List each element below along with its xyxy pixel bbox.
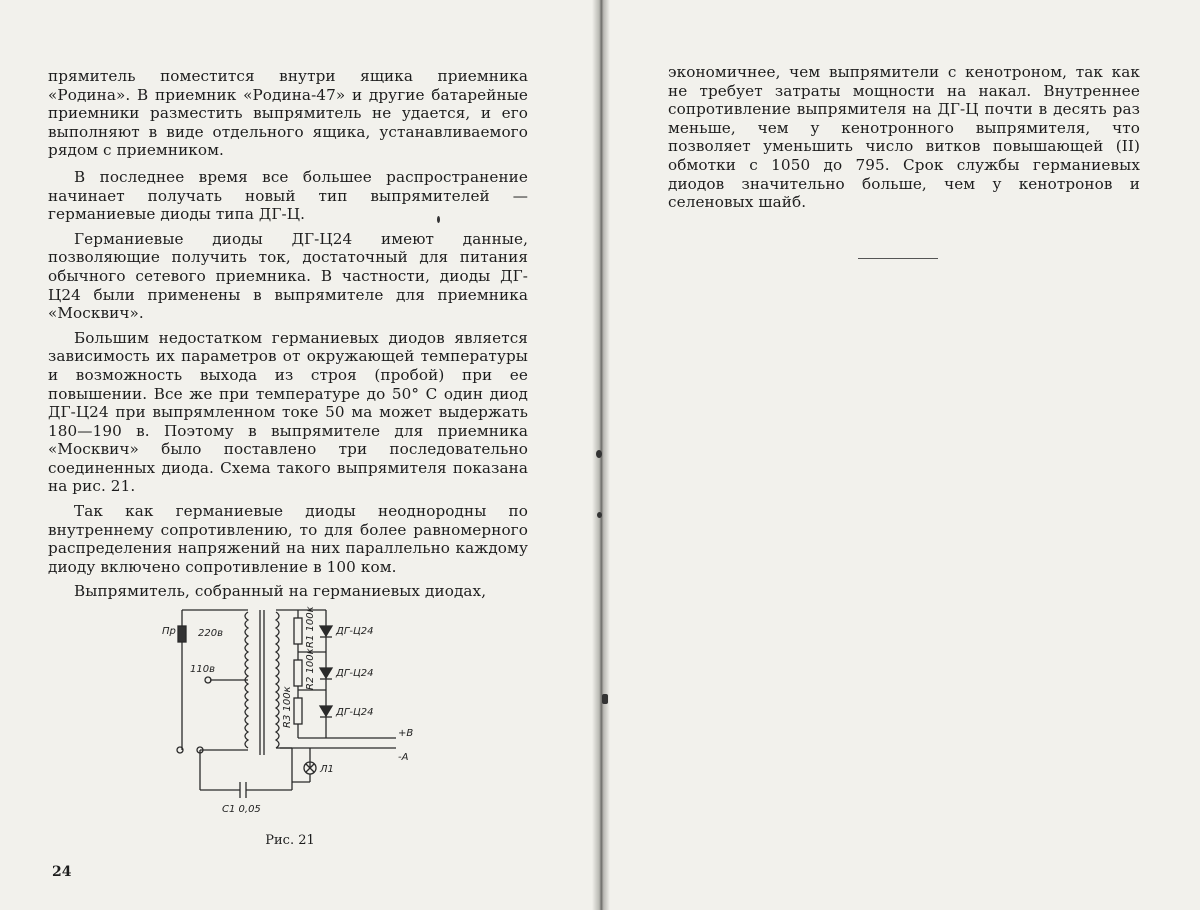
- resistor-label-1: R1 100к: [305, 606, 316, 648]
- diode-label-3: ДГ-Ц24: [336, 707, 374, 718]
- diode-label-2: ДГ-Ц24: [336, 668, 374, 679]
- paragraph: Большим недостатком германиевых диодов является зависимость их параметров от окружающей температуры и возможность выхода из строя (пробой) при ее повышении. Все же при температуре до 50° С один диод ДГ-Ц24 при выпрямленном токе 50 ма может выдержать 180—190 в. Поэтому в выпрямителе для приемника «Москвич» было поставлено три последовательно соединенных диода. Схема такого выпрямителя показана на рис. 21.: [48, 328, 528, 496]
- scan-speck: [596, 450, 602, 458]
- section-separator: [858, 258, 938, 259]
- right-text-column: [668, 63, 1140, 212]
- fuse-label: Пр: [162, 626, 176, 637]
- lamp-label: Л1: [320, 764, 334, 775]
- diode-label-1: ДГ-Ц24: [336, 626, 374, 637]
- output-minus-label: -А: [398, 752, 409, 763]
- paragraph: прямитель поместится внутри ящика приемника «Родина». В приемник «Родина-47» и другие батарейные приемники разместить выпрямитель не удается, и его выполняют в виде отдельного ящика, устанавливаемого рядом с приемником.: [48, 67, 528, 160]
- resistor-label-2: R2 100к: [305, 648, 316, 690]
- left-text-column: [48, 67, 528, 607]
- voltage-110-label: 110в: [190, 664, 215, 675]
- schematic-svg: [160, 590, 420, 822]
- output-plus-label: +В: [398, 728, 414, 739]
- paragraph: экономичнее, чем выпрямители с кенотроном, так как не требует затраты мощности на накал. Внутреннее сопротивление выпрямителя на ДГ-Ц почти в десять раз меньше, чем у кенотронного выпрямителя, что позволяет уменьшить число витков повышающей (II) обмотки с 1050 до 795. Срок службы германиевых диодов значительно больше, чем у кенотронов и селеновых шайб.: [668, 63, 1140, 212]
- paragraph: Германиевые диоды ДГ-Ц24 имеют данные, позволяющие получить ток, достаточный для питания обычного сетевого приемника. В частности, диоды ДГ-Ц24 были применены в выпрямителе для приемника «Москвич».: [48, 229, 528, 323]
- page-number: 24: [52, 864, 72, 880]
- paragraph: В последнее время все большее распространение начинает получать новый тип выпрямителей — германиевые диоды типа ДГ-Ц.: [48, 167, 528, 224]
- voltage-220-label: 220в: [198, 628, 223, 639]
- paragraph: Так как германиевые диоды неоднородны по внутреннему сопротивлению, то для более равномерного распределения напряжений на них параллельно каждому диоду включено сопротивление в 100 ком.: [48, 502, 528, 576]
- scan-speck: [602, 694, 608, 704]
- capacitor-label: С1 0,05: [222, 804, 261, 815]
- scan-speck: [437, 216, 440, 223]
- rectifier-schematic: [160, 590, 420, 822]
- figure-caption: Рис. 21: [265, 833, 315, 848]
- scan-speck: [597, 512, 602, 518]
- paragraph: Выпрямитель, собранный на германиевых диодах,: [74, 582, 487, 601]
- resistor-label-3: R3 100к: [282, 686, 293, 728]
